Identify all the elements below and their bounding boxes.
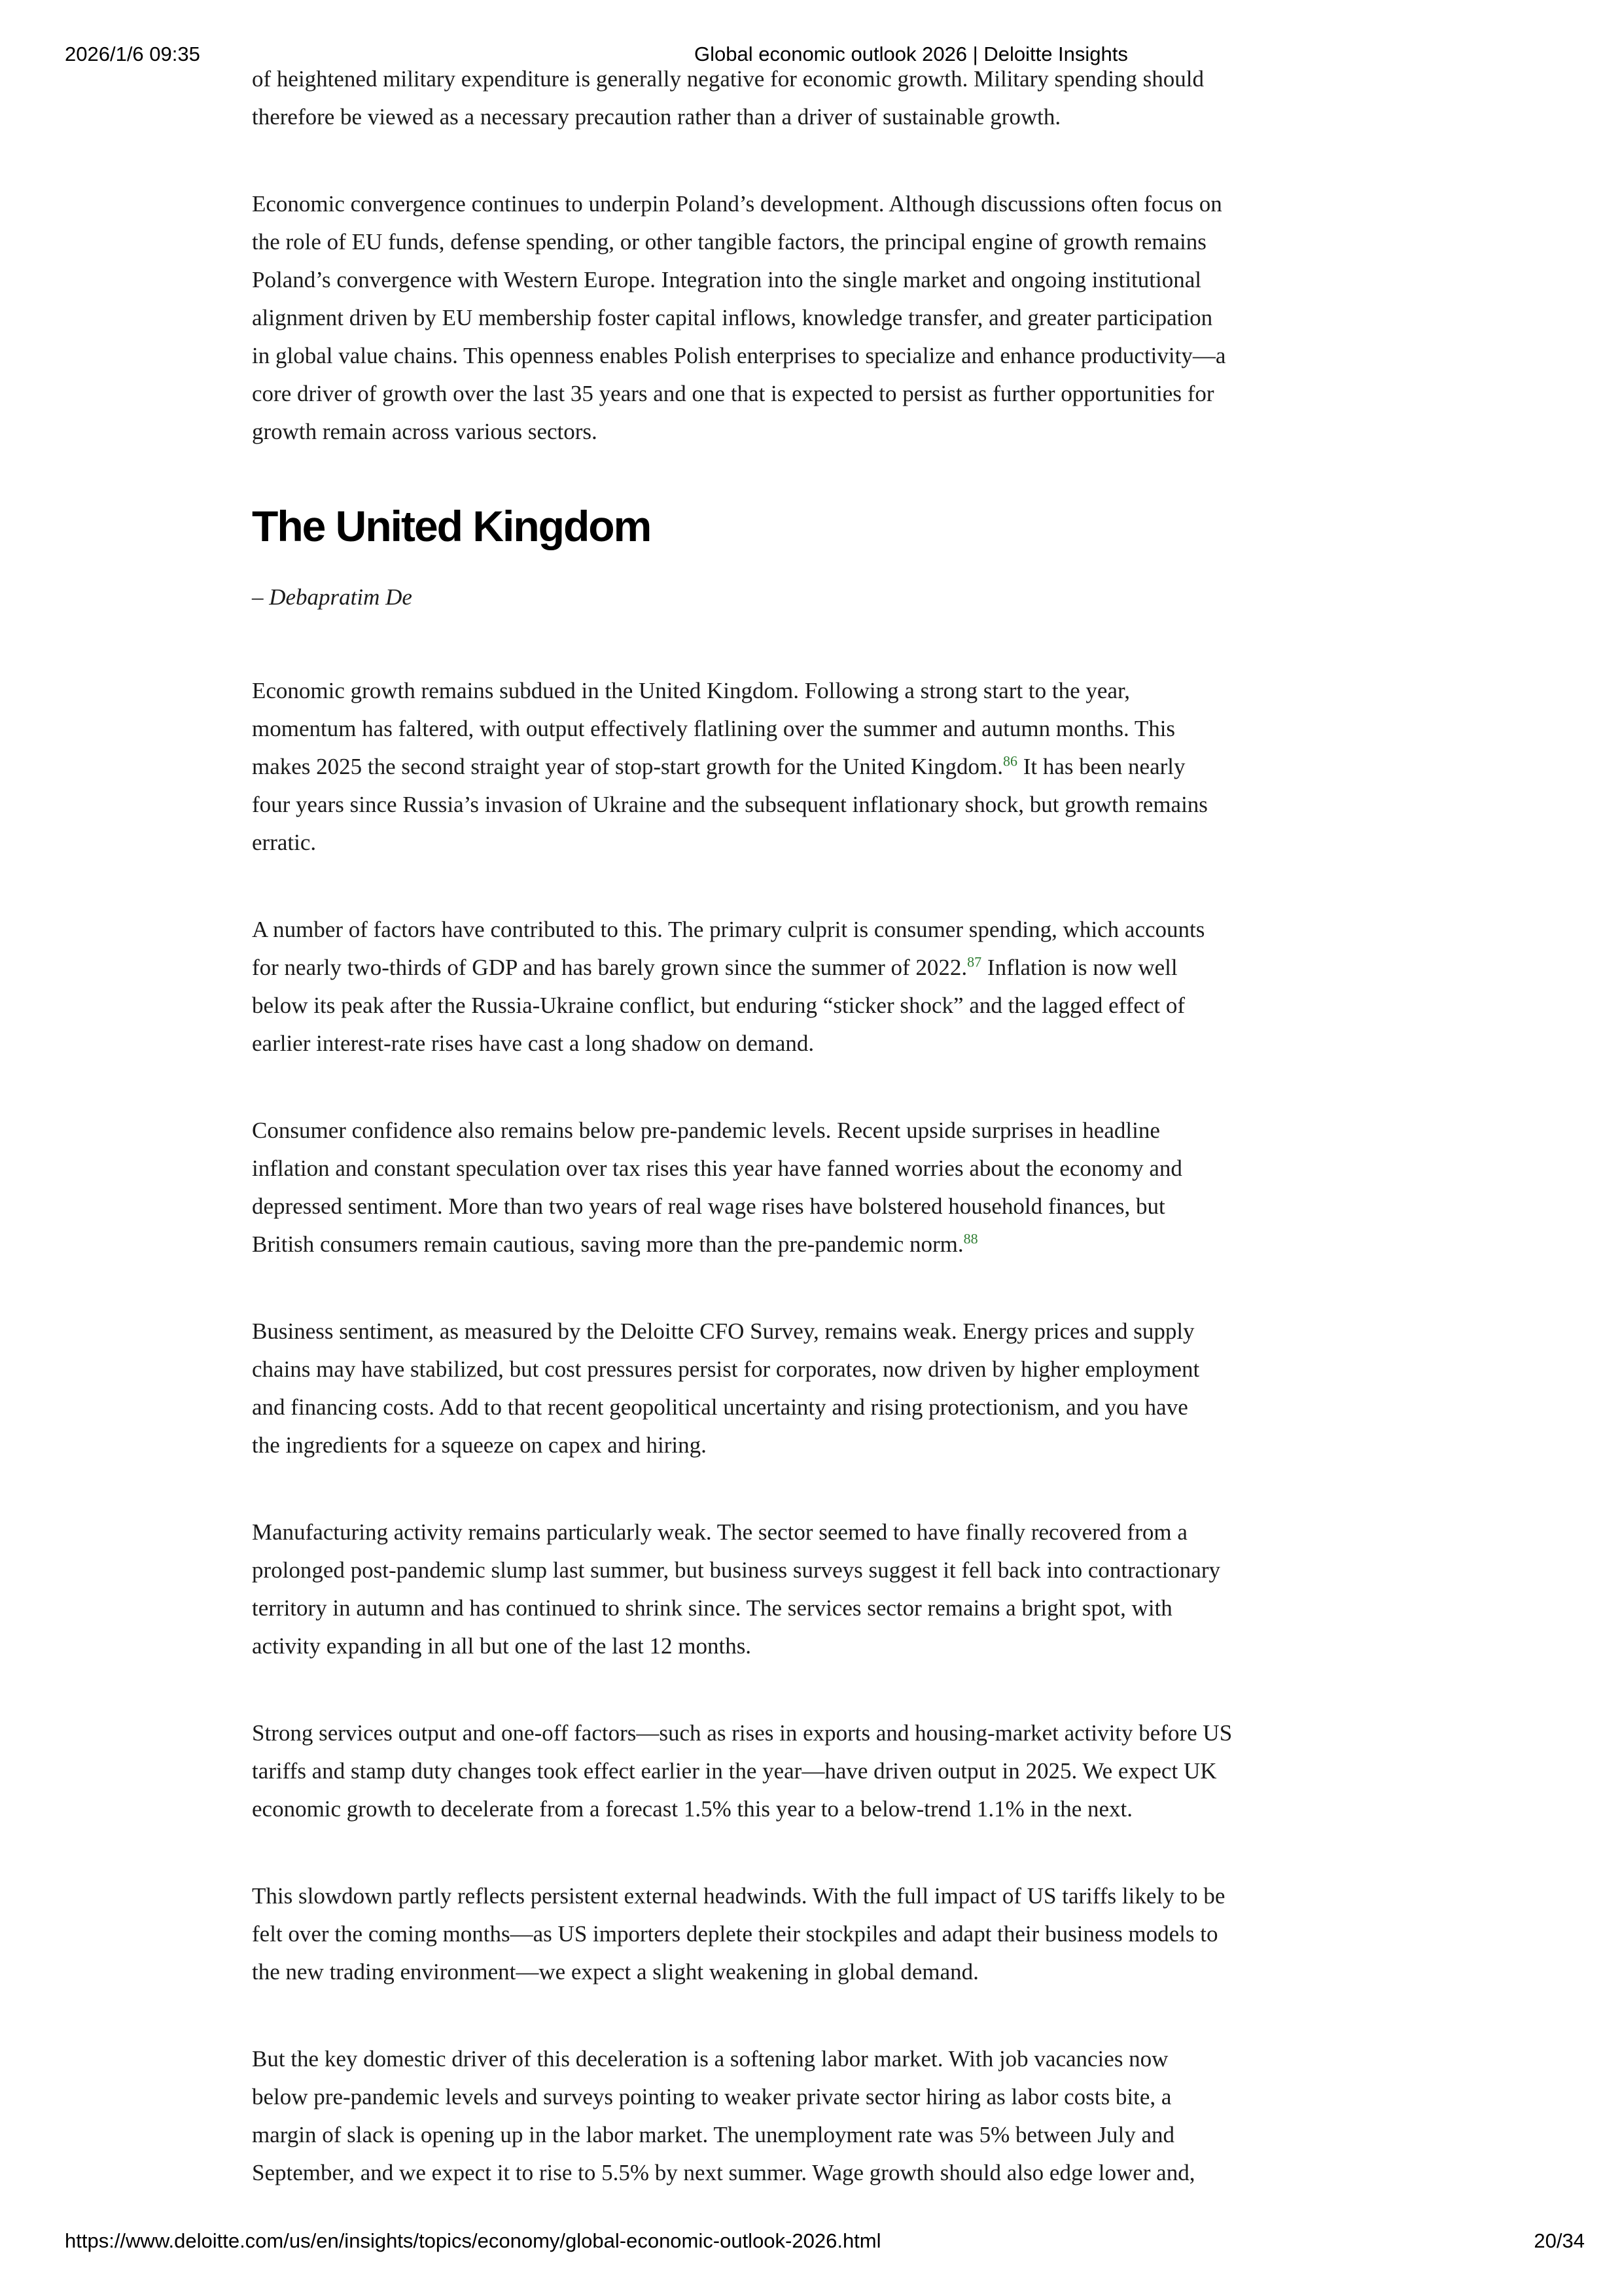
paragraph: Manufacturing activity remains particularly weak. The sector seemed to have finally recovered from a prolonged post-pandemic slump last summer, but business surveys suggest it fell back into contractionary territory in autumn and has continued to shrink since. The services sector remains a bright spot, with activity expanding in all but one of the last 12 months.: [252, 1519, 1220, 1659]
paragraph: Strong services output and one-off factors—such as rises in exports and housing-market activity before US tariffs and stamp duty changes took effect earlier in the year—have driven output in 2025. We expect UK economic growth to decelerate from a forecast 1.5% this year to a below-trend 1.1% in the next.: [252, 1720, 1233, 1822]
article-content: [252, 60, 1390, 2241]
print-datetime: 2026/1/6 09:35: [65, 43, 200, 65]
paragraph: Consumer confidence also remains below pre-pandemic levels. Recent upside surprises in headline inflation and constant speculation over tax rises this year have fanned worries about the economy and depressed sentiment. More than two years of real wage rises have bolstered household finances, but British consumers remain cautious, saving more than the pre-pandemic norm.$^{88}$: [252, 1118, 1182, 1257]
paragraph: This slowdown partly reflects persistent external headwinds. With the full impact of US tariffs likely to be felt over the coming months—as US importers deplete their stockpiles and adapt their business models to the new trading environment—we expect a slight weakening in global demand.: [252, 1883, 1225, 1985]
paragraph: But the key domestic driver of this deceleration is a softening labor market. With job vacancies now below pre-pandemic levels and surveys pointing to weaker private sector hiring as labor costs bite, a margin of slack is opening up in the labor market. The unemployment rate was 5% between July and September, and we expect it to rise to 5.5% by next summer. Wage growth should also edge lower and,: [252, 2046, 1195, 2185]
document-title: Global economic outlook 2026 | Deloitte Insights: [694, 43, 1128, 65]
footnote-ref-88[interactable]: 88: [963, 1230, 978, 1247]
source-url: https://www.deloitte.com/us/en/insights/topics/economy/global-economic-outlook-2026.html: [65, 2229, 881, 2252]
footnote-ref-86[interactable]: 86: [1002, 752, 1017, 769]
paragraph: Economic growth remains subdued in the United Kingdom. Following a strong start to the year, momentum has faltered, with output effectively flatlining over the summer and autumn months. This makes 2025 the second straight year of stop-start growth for the United Kingdom.$^{86}$ It has been nearly four years since Russia’s invasion of Ukraine and the subsequent inflationary shock, but growth remains erratic.: [252, 678, 1208, 855]
footnote-ref-87[interactable]: 87: [967, 953, 982, 970]
print-footer: [0, 2230, 1622, 2256]
paragraph: Economic convergence continues to underpin Poland’s development. Although discussions often focus on the role of EU funds, defense spending, or other tangible factors, the principal engine of growth remains Poland’s convergence with Western Europe. Integration into the single market and ongoing institutional alignment driven by EU membership foster capital inflows, knowledge transfer, and greater participation in global value chains. This openness enables Polish enterprises to specialize and enhance productivity—a core driver of growth over the last 35 years and one that is expected to persist as further opportunities for growth remain across various sectors.: [252, 191, 1226, 444]
page-number: 20/34: [1534, 2229, 1585, 2252]
paragraph: Business sentiment, as measured by the Deloitte CFO Survey, remains weak. Energy prices and supply chains may have stabilized, but cost pressures persist for corporates, now driven by higher employment and financing costs. Add to that recent geopolitical uncertainty and rising protectionism, and you have the ingredients for a squeeze on capex and hiring.: [252, 1318, 1200, 1458]
paragraph: A number of factors have contributed to this. The primary culprit is consumer spending, which accounts for nearly two-thirds of GDP and has barely grown since the summer of 2022.87 Inflation is now well below its peak after the Russia-Ukraine conflict, but enduring “sticker shock” and the lagged effect of earlier interest-rate rises have cast a long shadow on demand.: [252, 917, 1205, 1056]
section-heading: The United Kingdom: [252, 502, 651, 550]
section-byline: – Debapratim De: [252, 584, 412, 610]
paragraph: of heightened military expenditure is generally negative for economic growth. Military spending should therefore be viewed as a necessary precaution rather than a driver of sustainable growth.: [252, 66, 1205, 130]
